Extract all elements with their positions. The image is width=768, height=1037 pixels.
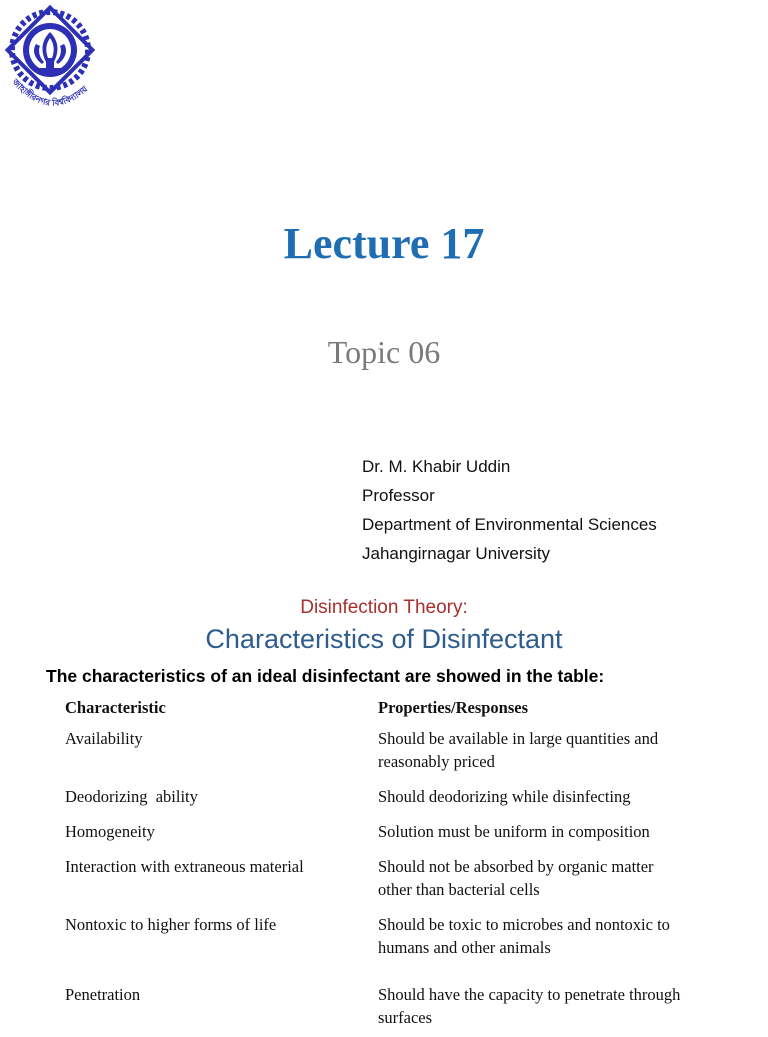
table-row: [56, 851, 696, 909]
table-row: [56, 816, 696, 851]
logo-inscription: জাহাঙ্গীরনগর বিশ্ববিদ্যালয়: [9, 77, 90, 109]
characteristics-table: [56, 692, 696, 1037]
table-row: [56, 781, 696, 816]
table-header-row: [56, 692, 696, 723]
characteristic-cell: Deodorizing ability: [65, 787, 198, 806]
characteristic-cell: Interaction with extraneous material: [65, 857, 304, 876]
author-name: Dr. M. Khabir Uddin: [362, 457, 511, 476]
characteristic-cell: Penetration: [65, 985, 141, 1004]
lecture-title: Lecture 17: [283, 219, 485, 268]
characteristic-cell: Nontoxic to higher forms of life: [65, 915, 277, 934]
author-block: [362, 452, 657, 568]
section-intro: The characteristics of an ideal disinfectant are showed in the table:: [46, 666, 605, 686]
author-position: Professor: [362, 486, 435, 505]
author-department: Department of Environmental Sciences: [362, 515, 657, 534]
table-row: [56, 909, 696, 979]
response-cell: Should have the capacity to penetrate through surfaces: [378, 985, 681, 1027]
section-heading: Disinfection Theory:: [300, 597, 468, 618]
section-title: Characteristics of Disinfectant: [205, 624, 563, 654]
university-logo-icon: [2, 4, 98, 124]
response-cell: Should deodorizing while disinfecting: [378, 787, 631, 806]
topic-label: Topic 06: [327, 334, 441, 370]
table-row: [56, 979, 696, 1037]
column-header: Properties/Responses: [378, 698, 529, 717]
response-cell: Solution must be uniform in composition: [378, 822, 650, 841]
characteristic-cell: Homogeneity: [65, 822, 155, 841]
column-header: Characteristic: [65, 698, 166, 717]
table-row: [56, 723, 696, 781]
response-cell: Should be toxic to microbes and nontoxic to humans and other animals: [378, 915, 670, 957]
author-university: Jahangirnagar University: [362, 544, 551, 563]
characteristic-cell: Availability: [65, 729, 143, 748]
response-cell: Should be available in large quantities and reasonably priced: [378, 729, 659, 771]
response-cell: Should not be absorbed by organic matter other than bacterial cells: [378, 857, 654, 899]
